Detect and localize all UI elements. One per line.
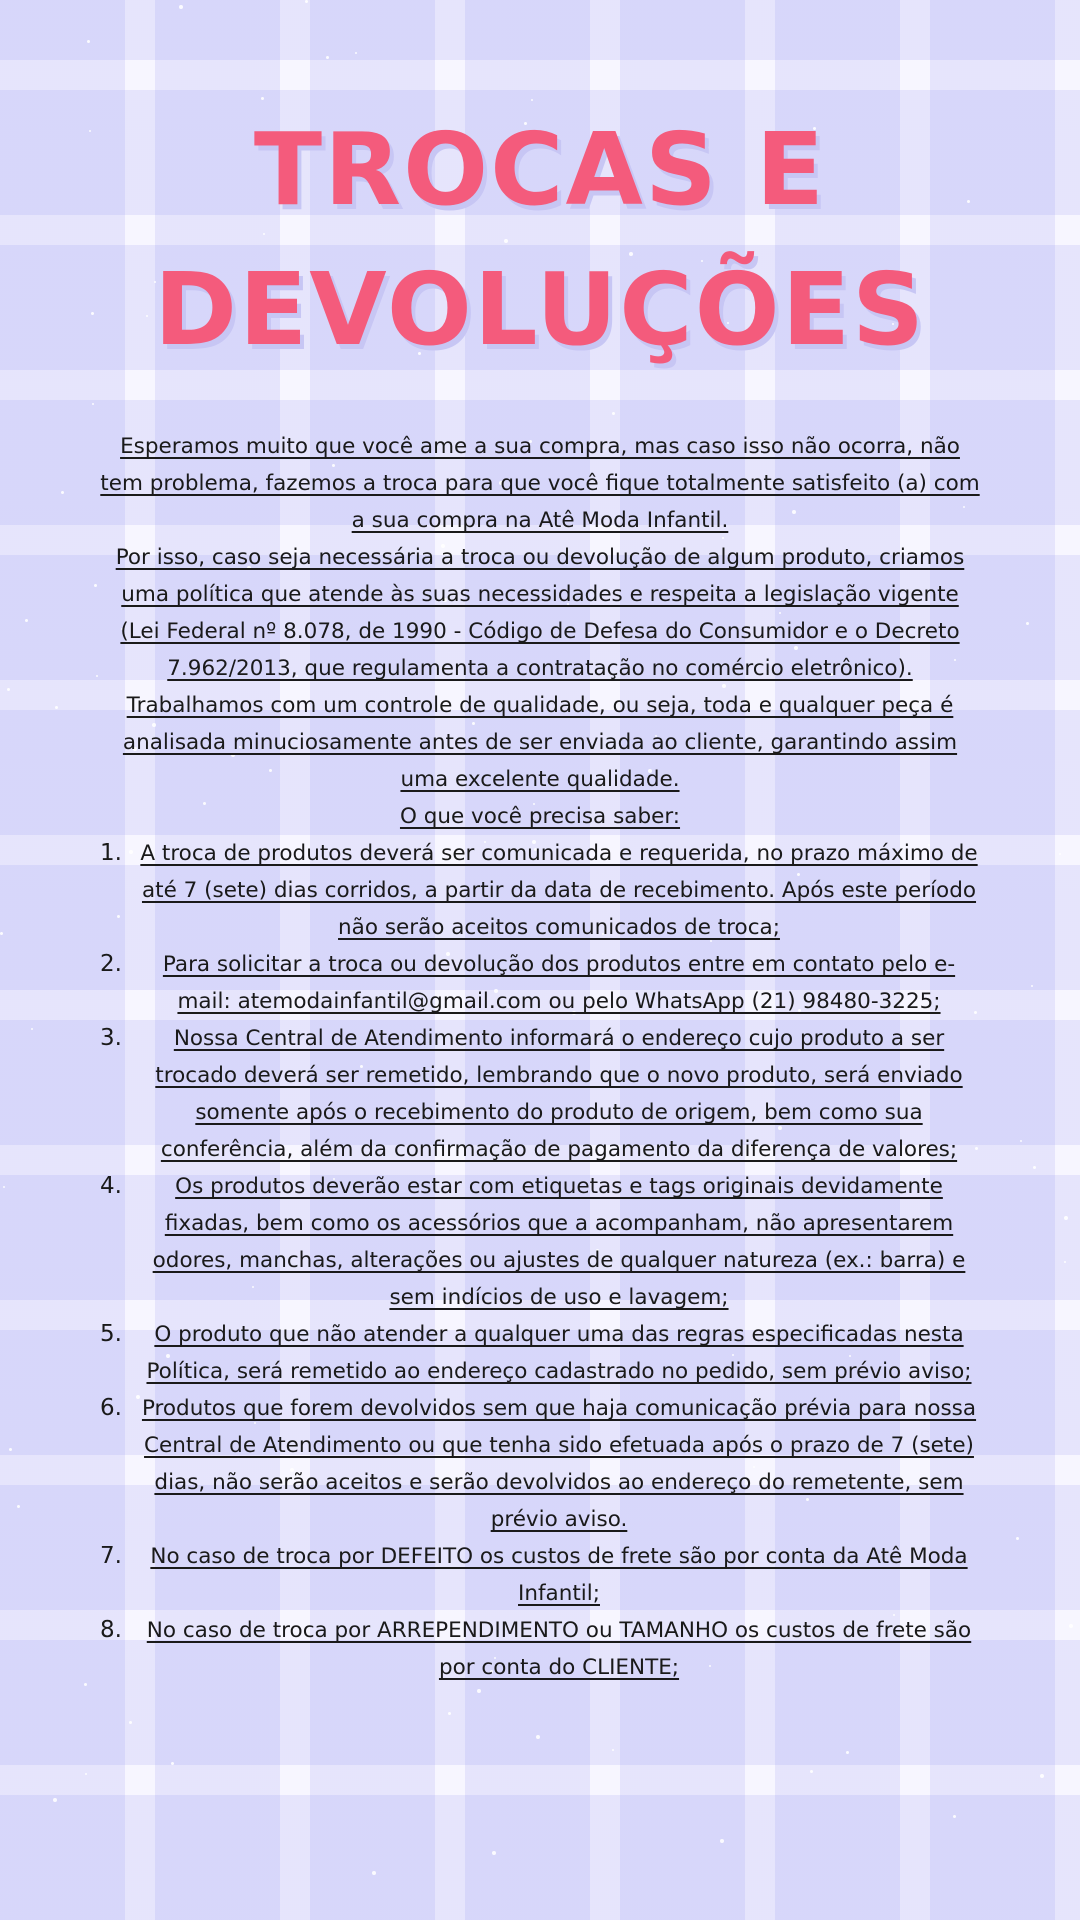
speckle-decoration	[31, 1028, 33, 1030]
speckle-decoration	[7, 688, 10, 691]
speckle-decoration	[1059, 853, 1061, 855]
speckle-decoration	[1026, 622, 1029, 625]
speckle-decoration	[61, 491, 64, 494]
list-item	[100, 1390, 980, 1538]
title-line-2: DEVOLUÇÕES	[153, 251, 927, 368]
list-item-number: 8.	[100, 1617, 122, 1643]
list-item	[100, 1168, 980, 1316]
list-item	[100, 1020, 980, 1168]
speckle-decoration	[1064, 1216, 1068, 1220]
speckle-decoration	[1016, 1537, 1019, 1540]
list-item	[100, 1538, 980, 1612]
speckle-decoration	[326, 56, 329, 59]
speckle-decoration	[84, 1683, 87, 1686]
list-item	[100, 1612, 980, 1686]
list-item	[100, 946, 980, 1020]
list-item-text: Para solicitar a troca ou devolução dos produtos entre em contato pelo e-mail: atemodainfantil@gmail.com ou pelo WhatsApp (21) 98480-3225;	[162, 952, 956, 1014]
speckle-decoration	[492, 1851, 496, 1855]
speckle-decoration	[94, 584, 97, 587]
speckle-decoration	[1031, 985, 1033, 987]
speckle-decoration	[3, 1186, 5, 1188]
list-item-number: 3.	[100, 1025, 122, 1051]
speckle-decoration	[55, 706, 58, 709]
speckle-decoration	[92, 403, 94, 405]
intro-paragraph: Esperamos muito que você ame a sua compra, mas caso isso não ocorra, não tem problema, fazemos a troca para que você fique totalmente satisfeito (a) com a sua compra na Atê Moda Infantil.	[100, 434, 980, 533]
rules-list	[100, 835, 980, 1686]
speckle-decoration	[477, 1689, 481, 1693]
speckle-decoration	[612, 412, 615, 415]
policy-content	[100, 428, 980, 1686]
speckle-decoration	[17, 1505, 20, 1508]
list-item-text: A troca de produtos deverá ser comunicada e requerida, no prazo máximo de até 7 (sete) dias corridos, a partir da data de recebimento. Após este período não serão aceitos comunicados de troca;	[140, 841, 978, 940]
speckle-decoration	[9, 1448, 12, 1451]
list-item-text: Produtos que forem devolvidos sem que haja comunicação prévia para nossa Central de Atendimento ou que tenha sido efetuada após o prazo de 7 (sete) dias, não serão aceitos e serão devolvidos ao endereço do remetente, sem prévio aviso.	[141, 1396, 977, 1532]
speckle-decoration	[53, 1798, 57, 1802]
list-item-text: No caso de troca por DEFEITO os custos de frete são por conta da Atê Moda Infantil;	[150, 1544, 968, 1606]
list-item	[100, 1316, 980, 1390]
speckle-decoration	[846, 1751, 849, 1754]
title-line-1: TROCAS E	[253, 111, 827, 228]
speckle-decoration	[1020, 1140, 1022, 1142]
speckle-decoration	[1069, 1624, 1073, 1628]
speckle-decoration	[612, 1749, 614, 1751]
list-item-text: No caso de troca por ARREPENDIMENTO ou TAMANHO os custos de frete são por conta do CLIENTE;	[146, 1618, 972, 1680]
speckle-decoration	[171, 1762, 174, 1765]
list-item-number: 5.	[100, 1321, 122, 1347]
speckle-decoration	[953, 1815, 956, 1818]
speckle-decoration	[536, 1735, 540, 1739]
speckle-decoration	[96, 675, 98, 677]
list-item-text: Nossa Central de Atendimento informará o endereço cujo produto a ser trocado deverá ser remetido, lembrando que o novo produto, será enviado somente após o recebimento do produto de origem, bem como sua conferência, além da confirmação de pagamento da diferença de valores;	[155, 1026, 963, 1162]
speckle-decoration	[129, 1721, 132, 1724]
speckle-decoration	[85, 1773, 87, 1775]
speckle-decoration	[1040, 1774, 1044, 1778]
speckle-decoration	[372, 1871, 376, 1875]
policy-paragraph: Por isso, caso seja necessária a troca ou devolução de algum produto, criamos uma política que atende às suas necessidades e respeita a legislação vigente (Lei Federal nº 8.078, de 1990 - Código de Defesa do Consumidor e o Decreto 7.962/2013, que regulamenta a contratação no comércio eletrônico). Trabalhamos com um controle de qualidade, ou seja, toda e qualquer peça é analisada minuciosamente antes de ser enviada ao cliente, garantindo assim uma excelente qualidade.	[115, 545, 965, 792]
speckle-decoration	[720, 1839, 724, 1843]
list-item-number: 4.	[100, 1173, 122, 1199]
speckle-decoration	[0, 932, 3, 935]
speckle-decoration	[305, 0, 308, 3]
list-item-number: 2.	[100, 951, 122, 977]
speckle-decoration	[810, 1770, 813, 1773]
speckle-decoration	[25, 619, 28, 622]
speckle-decoration	[1064, 1261, 1066, 1263]
speckle-decoration	[355, 52, 357, 54]
speckle-decoration	[448, 1712, 451, 1715]
list-item	[100, 835, 980, 946]
speckle-decoration	[87, 40, 90, 43]
list-item-number: 1.	[100, 840, 122, 866]
list-item-number: 7.	[100, 1543, 122, 1569]
list-item-number: 6.	[100, 1395, 122, 1421]
page-title	[0, 100, 1080, 380]
speckle-decoration	[179, 5, 183, 9]
list-item-text: O produto que não atender a qualquer uma das regras especificadas nesta Política, será remetido ao endereço cadastrado no pedido, sem prévio aviso;	[146, 1322, 972, 1384]
speckle-decoration	[1033, 1166, 1036, 1169]
section-subheading: O que você precisa saber:	[399, 804, 681, 829]
list-item-text: Os produtos deverão estar com etiquetas e tags originais devidamente fixadas, bem como os acessórios que a acompanham, não apresentarem odores, manchas, alterações ou ajustes de qualquer natureza (ex.: barra) e sem indícios de uso e lavagem;	[152, 1174, 966, 1310]
